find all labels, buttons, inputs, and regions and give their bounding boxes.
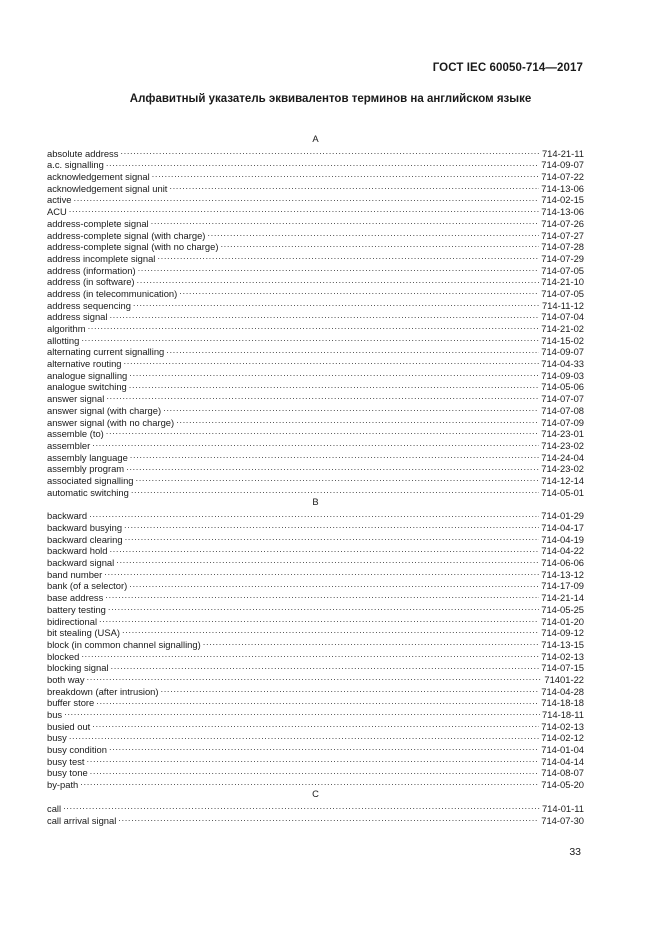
leader-dots (179, 285, 539, 297)
index-entry (47, 800, 584, 812)
leader-dots (126, 461, 539, 473)
entry-code: 714-07-05 (541, 287, 584, 299)
entry-code: 714-21-11 (541, 147, 584, 159)
entry-term: buffer store (47, 697, 95, 709)
index-entry (47, 589, 584, 604)
entry-term: active (47, 194, 72, 206)
index-entry (47, 695, 584, 707)
entry-code: 714-01-04 (541, 744, 584, 756)
entry-term: band number (47, 568, 103, 580)
section-letter: B (312, 495, 319, 507)
page-number: 33 (569, 846, 581, 858)
entry-term: both way (47, 673, 85, 685)
leader-dots (109, 543, 539, 555)
index-entry (47, 168, 584, 183)
entry-code: 714-06-06 (541, 557, 584, 569)
entry-code: 714-09-07 (541, 159, 584, 171)
index-entry (47, 776, 584, 791)
entry-term: blocked (47, 650, 80, 662)
entry-term: address (in software) (47, 276, 135, 288)
index-entry (47, 613, 584, 625)
index-entry (47, 227, 584, 239)
leader-dots (161, 683, 540, 695)
entry-code: 714-05-06 (541, 381, 584, 393)
leader-dots (131, 484, 539, 496)
entry-code: 714-23-02 (541, 439, 584, 451)
index-entry (47, 250, 584, 262)
leader-dots (124, 355, 540, 367)
index-entry (47, 554, 584, 569)
leader-dots (220, 239, 539, 251)
index-entry (47, 812, 584, 824)
entry-code: 714-13-06 (541, 206, 584, 218)
index-entry (47, 718, 584, 730)
index-entry (47, 683, 584, 695)
entry-code: 714-04-19 (541, 533, 584, 545)
index-entry (47, 215, 584, 227)
leader-dots (90, 765, 540, 777)
entry-code: 714-07-29 (541, 252, 584, 264)
index-entry (47, 262, 584, 274)
entry-term: busied out (47, 720, 91, 732)
entry-code: 714-01-20 (541, 615, 584, 627)
entry-term: busy (47, 732, 67, 744)
leader-dots (64, 706, 540, 718)
entry-term: base address (47, 592, 104, 604)
entry-term: backward busying (47, 522, 123, 533)
entry-term: address-complete signal (47, 217, 149, 229)
entry-code: 714-04-17 (541, 522, 584, 533)
index-entry (47, 578, 584, 590)
entry-code: 714-21-14 (541, 592, 584, 604)
entry-code: 714-02-13 (541, 720, 584, 732)
entry-code: 714-08-07 (541, 767, 584, 779)
entry-code: 714-07-28 (541, 241, 584, 253)
entry-code: 714-07-08 (541, 404, 584, 416)
entry-term: assemble (to) (47, 428, 104, 440)
leader-dots (106, 426, 539, 438)
entry-code: 714-18-18 (541, 697, 584, 709)
entry-code: 714-01-11 (541, 802, 584, 814)
leader-dots (163, 402, 539, 414)
leader-dots (125, 531, 540, 543)
entry-term: battery testing (47, 603, 106, 615)
entry-code: 714-09-07 (541, 346, 584, 358)
index-entry (47, 320, 584, 332)
index-entry (47, 379, 584, 391)
entry-code: 714-01-29 (541, 510, 584, 522)
entry-term: call (47, 802, 62, 814)
leader-dots (151, 215, 540, 227)
leader-dots (137, 274, 540, 286)
leader-dots (176, 414, 539, 426)
entry-term: analogue signalling (47, 369, 128, 381)
entry-code: 71401-22 (544, 673, 584, 685)
entry-term: allotting (47, 334, 80, 346)
index-entry (47, 648, 584, 660)
leader-dots (105, 589, 539, 601)
entry-code: 714-12-14 (541, 474, 584, 486)
entry-term: alternating current signalling (47, 346, 165, 358)
entry-code: 714-07-22 (541, 171, 584, 183)
leader-dots (166, 344, 539, 356)
entry-term: algorithm (47, 323, 86, 334)
index-entry (47, 601, 584, 613)
entry-code: 714-07-26 (541, 217, 584, 229)
entry-term: bank (of a selector) (47, 580, 128, 592)
leader-dots (96, 695, 539, 707)
entry-code: 714-04-22 (541, 545, 584, 557)
index-entry (47, 297, 584, 309)
document-code: ГОСТ IEC 60050-714—2017 (432, 62, 583, 74)
entry-code: 714-13-06 (541, 182, 584, 194)
index-entry (47, 285, 584, 297)
index-entry (47, 636, 584, 648)
entry-term: backward clearing (47, 533, 123, 545)
entry-code: 714-07-27 (541, 229, 584, 241)
entry-term: address sequencing (47, 299, 131, 311)
entry-code: 714-05-01 (541, 486, 584, 498)
index-entry (47, 402, 584, 414)
entry-code: 714-18-11 (541, 709, 584, 720)
index-entry (47, 543, 584, 555)
entry-code: 714-17-09 (541, 580, 584, 592)
entry-code: 714-07-15 (541, 662, 584, 674)
index-entry (47, 355, 584, 370)
entry-code: 714-09-12 (541, 627, 584, 639)
entry-code: 714-07-04 (541, 311, 584, 323)
leader-dots (122, 625, 539, 637)
entry-code: 714-02-15 (541, 194, 584, 206)
entry-term: blocking signal (47, 662, 109, 674)
entry-term: address signal (47, 311, 108, 323)
entry-code: 714-05-25 (541, 603, 584, 615)
index-entry (47, 449, 584, 461)
index-entry (47, 192, 584, 204)
index-entry (47, 484, 584, 496)
leader-dots (81, 648, 539, 660)
leader-dots (136, 472, 540, 484)
leader-dots (207, 227, 539, 239)
entry-code: 714-04-14 (541, 755, 584, 767)
entry-code: 714-09-03 (541, 369, 584, 381)
entry-term: automatic switching (47, 486, 129, 498)
leader-dots (106, 390, 539, 402)
entry-term: call arrival signal (47, 814, 117, 826)
entry-term: address (information) (47, 264, 136, 276)
leader-dots (87, 671, 543, 683)
index-entry (47, 671, 584, 683)
index-entry (47, 706, 584, 718)
section-letter: A (312, 133, 319, 144)
entry-code: 714-21-10 (541, 276, 584, 288)
index-entry (47, 625, 584, 637)
leader-dots (88, 320, 540, 332)
index-entry (47, 566, 584, 578)
entry-term: address incomplete signal (47, 252, 156, 264)
leader-dots (111, 660, 540, 672)
index-entry (47, 741, 584, 756)
entry-code: 714-15-02 (541, 334, 584, 346)
leader-dots (138, 262, 540, 274)
entry-term: busy test (47, 755, 85, 767)
index-entry (47, 730, 584, 742)
entry-code: 714-05-20 (541, 779, 584, 791)
entry-code: 714-23-02 (541, 463, 584, 475)
entry-term: assembler (47, 439, 91, 451)
entry-code: 714-04-33 (541, 358, 584, 370)
entry-term: breakdown (after intrusion) (47, 685, 159, 697)
leader-dots (152, 168, 540, 180)
leader-dots (69, 730, 539, 742)
entry-term: assembly program (47, 463, 125, 475)
leader-dots (169, 180, 539, 192)
leader-dots (89, 508, 539, 520)
leader-dots (157, 250, 539, 262)
entry-term: analogue switching (47, 381, 127, 393)
entry-term: busy tone (47, 767, 88, 779)
index-entry (47, 414, 584, 426)
entry-term: bidirectional (47, 615, 98, 627)
index-entry (47, 274, 584, 286)
index-entry (47, 660, 584, 672)
index-entry (47, 367, 584, 379)
index-entry (47, 180, 584, 192)
entry-code: 714-23-01 (541, 428, 584, 440)
entry-code: 714-02-13 (541, 650, 584, 662)
leader-dots (130, 449, 539, 461)
index-entry (47, 344, 584, 356)
leader-dots (63, 800, 540, 812)
leader-dots (129, 367, 539, 379)
entry-term: acknowledgement signal unit (47, 182, 168, 194)
leader-dots (118, 812, 539, 824)
entry-term: backward hold (47, 545, 108, 557)
index-entry (47, 753, 584, 765)
leader-dots (80, 776, 539, 788)
entry-term: address (in telecommunication) (47, 287, 178, 299)
index-entry (47, 390, 584, 405)
entry-term: ACU (47, 206, 67, 218)
leader-dots (129, 379, 540, 391)
index-title: Алфавитный указатель эквивалентов терминов на английском языке (129, 93, 532, 105)
entry-term: assembly language (47, 451, 128, 463)
entry-code: 714-07-07 (541, 393, 584, 405)
index-entry (47, 472, 584, 484)
section-letter: C (312, 788, 319, 800)
entry-term: address-complete signal (with charge) (47, 229, 206, 241)
leader-dots (106, 157, 539, 169)
leader-dots (92, 437, 539, 449)
entry-code: 714-13-12 (541, 568, 584, 580)
entry-term: answer signal (with no charge) (47, 416, 175, 428)
index-entry (47, 239, 584, 251)
entry-term: backward signal (47, 557, 115, 569)
entry-term: busy condition (47, 744, 107, 756)
entry-term: answer signal (47, 393, 105, 405)
leader-dots (124, 519, 539, 531)
leader-dots (109, 309, 539, 321)
index-entry (47, 332, 584, 344)
entry-term: bus (47, 709, 63, 720)
entry-code: 714-07-30 (541, 814, 584, 826)
index-entry (47, 437, 584, 449)
leader-dots (120, 145, 540, 157)
index-entry (47, 508, 584, 520)
entry-term: acknowledgement signal (47, 171, 150, 183)
entry-code: 714-11-12 (541, 299, 584, 311)
entry-term: a.c. signalling (47, 159, 104, 171)
entry-term: backward (47, 510, 88, 522)
leader-dots (92, 718, 539, 730)
entry-term: block (in common channel signalling) (47, 638, 201, 650)
leader-dots (69, 203, 539, 215)
index-entry (47, 203, 584, 218)
entry-term: answer signal (with charge) (47, 404, 162, 416)
entry-term: address-complete signal (with no charge) (47, 241, 219, 253)
entry-code: 714-13-15 (541, 638, 584, 650)
index-entry (47, 765, 584, 777)
entry-term: bit stealing (USA) (47, 627, 120, 639)
entry-code: 714-24-04 (541, 451, 584, 463)
entry-code: 714-04-28 (541, 685, 584, 697)
leader-dots (116, 554, 539, 566)
index-entry (47, 309, 584, 321)
entry-code: 714-07-05 (541, 264, 584, 276)
leader-dots (133, 297, 540, 309)
index-entry (47, 531, 584, 543)
entry-term: associated signalling (47, 474, 134, 486)
entry-code: 714-02-12 (541, 732, 584, 744)
leader-dots (81, 332, 539, 344)
leader-dots (129, 578, 539, 590)
leader-dots (87, 753, 540, 765)
leader-dots (108, 601, 539, 613)
leader-dots (104, 566, 539, 578)
entry-term: alternative routing (47, 358, 122, 370)
index-entry (47, 461, 584, 473)
leader-dots (203, 636, 540, 648)
entry-code: 714-21-02 (541, 323, 584, 334)
entry-term: by-path (47, 779, 79, 791)
leader-dots (109, 741, 539, 753)
leader-dots (74, 192, 540, 204)
index-entry (47, 426, 584, 438)
term-index (47, 133, 584, 824)
entry-code: 714-07-09 (541, 416, 584, 428)
index-entry (47, 157, 584, 169)
entry-term: absolute address (47, 147, 119, 159)
leader-dots (99, 613, 539, 625)
index-entry (47, 145, 584, 157)
index-entry (47, 519, 584, 531)
